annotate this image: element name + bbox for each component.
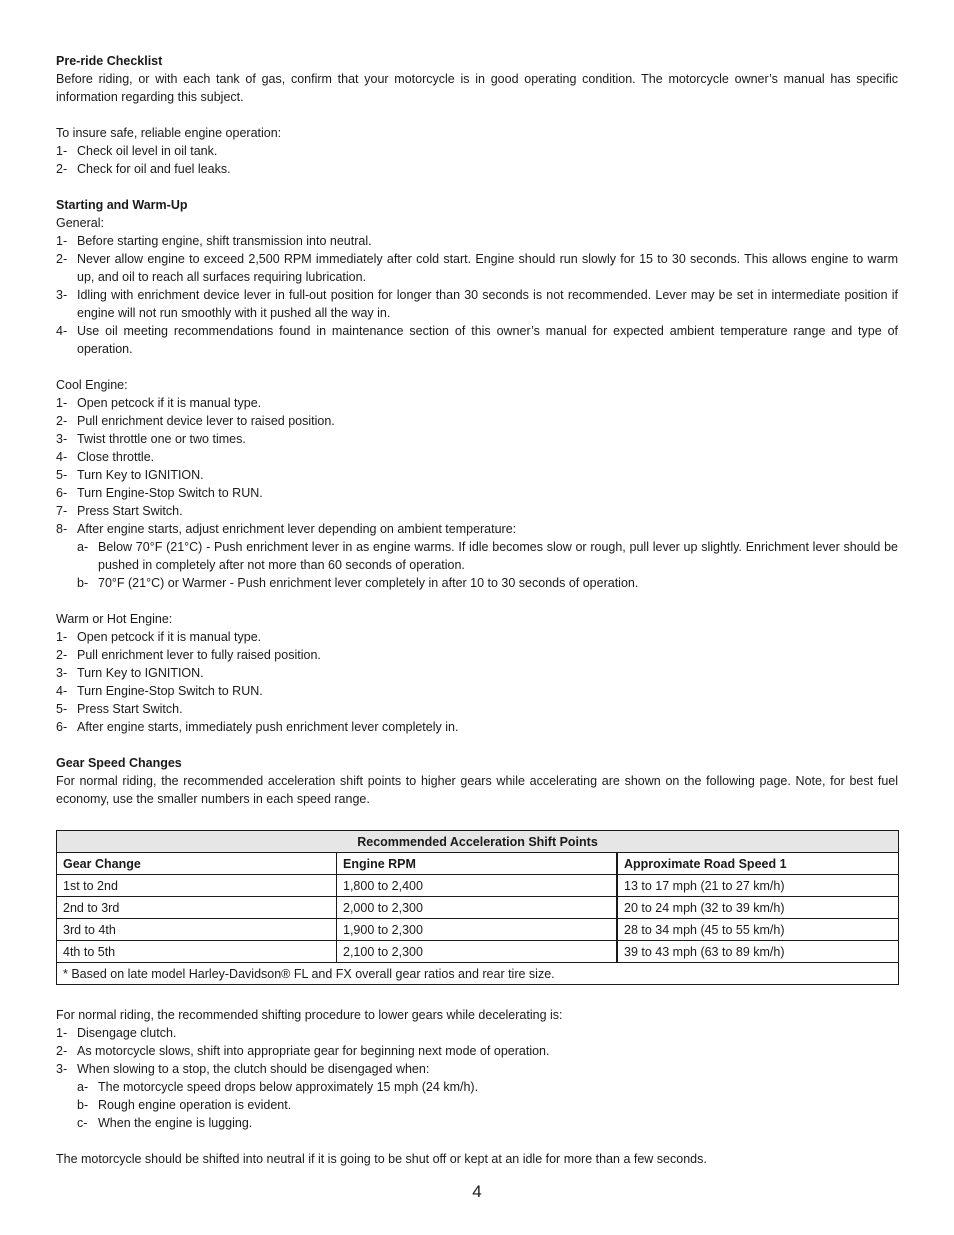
column-header: Gear Change [57,853,337,875]
item-number: 3- [56,288,68,302]
item-text: Check for oil and fuel leaks. [77,162,231,176]
item-text: Pull enrichment lever to fully raised position. [77,648,321,662]
downshift-list [56,1024,898,1078]
table-cell: 20 to 24 mph (32 to 39 km/h) [617,897,899,919]
list-item [56,466,898,484]
item-text: The motorcycle speed drops below approximately 15 mph (24 km/h). [98,1080,479,1094]
list-item [56,628,898,646]
table-caption: Recommended Acceleration Shift Points [57,831,899,853]
item-number: 3- [56,432,68,446]
warm-engine-list [56,628,898,736]
item-number: 2- [56,1044,68,1058]
list-item [56,700,898,718]
table-cell: 2,100 to 2,300 [337,941,618,963]
table-footnote: * Based on late model Harley-Davidson® FL and FX overall gear ratios and rear tire size. [57,963,899,985]
preride-intro: Before riding, or with each tank of gas, confirm that your motorcycle is in good operating condition. The motorcycle owner’s manual has specific information regarding this subject. [56,72,898,104]
item-number: 1- [56,630,68,644]
item-number: 1- [56,396,68,410]
item-text: 70°F (21°C) or Warmer - Push enrichment lever completely in after 10 to 30 seconds of operation. [98,576,639,590]
item-text: Press Start Switch. [77,504,183,518]
item-number: 2- [56,252,68,266]
list-item [56,1024,898,1042]
item-number: 1- [56,144,68,158]
closing-note: The motorcycle should be shifted into neutral if it is going to be shut off or kept at an idle for more than a few seconds. [56,1152,707,1166]
table-cell: 39 to 43 mph (63 to 89 km/h) [617,941,899,963]
list-item [56,232,898,250]
downshift-lead: For normal riding, the recommended shifting procedure to lower gears while decelerating is: [56,1008,563,1022]
list-item [56,484,898,502]
table-row [57,919,899,941]
table-cell: 28 to 34 mph (45 to 55 km/h) [617,919,899,941]
preride-list [56,142,898,178]
item-number: 6- [56,720,68,734]
item-text: Close throttle. [77,450,155,464]
cool-engine-sublist [56,538,898,592]
list-item [56,250,898,286]
list-item [56,502,898,520]
item-number: 3- [56,666,68,680]
starting-heading: Starting and Warm-Up [56,198,188,212]
table-cell: 4th to 5th [57,941,337,963]
item-text: When slowing to a stop, the clutch should be disengaged when: [77,1062,430,1076]
item-text: Check oil level in oil tank. [77,144,218,158]
table-cell: 1,900 to 2,300 [337,919,618,941]
list-item [56,646,898,664]
item-number: 3- [56,1062,68,1076]
item-number: 2- [56,414,68,428]
general-label: General: [56,216,104,230]
list-item [56,142,898,160]
sublist-item [56,574,898,592]
item-number: 8- [56,522,68,536]
item-text: Turn Engine-Stop Switch to RUN. [77,486,263,500]
item-number: 4- [56,450,68,464]
table-cell: 13 to 17 mph (21 to 27 km/h) [617,875,899,897]
list-item [56,430,898,448]
list-item [56,448,898,466]
item-text: Disengage clutch. [77,1026,177,1040]
item-text: After engine starts, adjust enrichment lever depending on ambient temperature: [77,522,517,536]
preride-heading: Pre-ride Checklist [56,54,163,68]
item-letter: a- [77,540,89,554]
cool-engine-list [56,394,898,538]
item-number: 5- [56,468,68,482]
cool-engine-label: Cool Engine: [56,378,128,392]
item-text: Open petcock if it is manual type. [77,396,262,410]
item-text: Below 70°F (21°C) - Push enrichment lever in as engine warms. If idle becomes slow or rough, pull lever up slightly. Enrichment lever should be pushed in completely after not more than 60 seconds of operation. [98,540,898,572]
item-text: Pull enrichment device lever to raised position. [77,414,335,428]
item-number: 2- [56,648,68,662]
list-item [56,664,898,682]
table-row [57,875,899,897]
list-item [56,718,898,736]
item-letter: b- [77,1098,89,1112]
item-letter: c- [77,1116,88,1130]
item-number: 1- [56,234,68,248]
item-text: Never allow engine to exceed 2,500 RPM immediately after cold start. Engine should run slowly for 15 to 30 seconds. This allows engine to warm up, and oil to reach all surfaces requiring lubrication. [77,252,898,284]
item-text: Before starting engine, shift transmission into neutral. [77,234,372,248]
page-number: 4 [472,1182,482,1201]
sublist-item [56,1096,898,1114]
shift-points-table [56,830,899,985]
sublist-item [56,538,898,574]
list-item [56,394,898,412]
downshift-sublist [56,1078,898,1132]
gear-heading: Gear Speed Changes [56,756,182,770]
preride-lead: To insure safe, reliable engine operation: [56,126,282,140]
item-text: Use oil meeting recommendations found in maintenance section of this owner’s manual for expected ambient temperature range and type of operation. [77,324,898,356]
item-letter: a- [77,1080,89,1094]
item-text: Open petcock if it is manual type. [77,630,262,644]
item-number: 5- [56,702,68,716]
list-item [56,520,898,538]
table-cell: 1st to 2nd [57,875,337,897]
item-text: Turn Engine-Stop Switch to RUN. [77,684,263,698]
list-item [56,286,898,322]
list-item [56,1042,898,1060]
item-number: 7- [56,504,68,518]
sublist-item [56,1078,898,1096]
list-item [56,682,898,700]
item-text: As motorcycle slows, shift into appropriate gear for beginning next mode of operation. [77,1044,550,1058]
table-row [57,941,899,963]
warm-engine-label: Warm or Hot Engine: [56,612,173,626]
item-text: Idling with enrichment device lever in full-out position for longer than 30 seconds is not recommended. Lever may be set in intermediate position if engine will not run smoothly with it pushed all the way in. [77,288,898,320]
item-number: 2- [56,162,68,176]
list-item [56,322,898,358]
sublist-item [56,1114,898,1132]
table-cell: 2,000 to 2,300 [337,897,618,919]
item-number: 4- [56,324,68,338]
item-text: When the engine is lugging. [98,1116,253,1130]
table-row [57,897,899,919]
list-item [56,412,898,430]
item-text: Twist throttle one or two times. [77,432,246,446]
list-item [56,160,898,178]
item-text: Press Start Switch. [77,702,183,716]
gear-intro: For normal riding, the recommended acceleration shift points to higher gears while accelerating are shown on the following page. Note, for best fuel economy, use the smaller numbers in each speed range. [56,774,898,806]
general-list [56,232,898,358]
item-text: After engine starts, immediately push enrichment lever completely in. [77,720,459,734]
column-header: Approximate Road Speed 1 [617,853,899,875]
manual-page [56,52,898,1168]
item-number: 4- [56,684,68,698]
item-number: 1- [56,1026,68,1040]
item-text: Turn Key to IGNITION. [77,666,204,680]
item-number: 6- [56,486,68,500]
list-item [56,1060,898,1078]
item-letter: b- [77,576,89,590]
table-cell: 2nd to 3rd [57,897,337,919]
item-text: Turn Key to IGNITION. [77,468,204,482]
item-text: Rough engine operation is evident. [98,1098,292,1112]
table-cell: 3rd to 4th [57,919,337,941]
table-cell: 1,800 to 2,400 [337,875,618,897]
table-header-row [57,853,899,875]
column-header: Engine RPM [337,853,618,875]
